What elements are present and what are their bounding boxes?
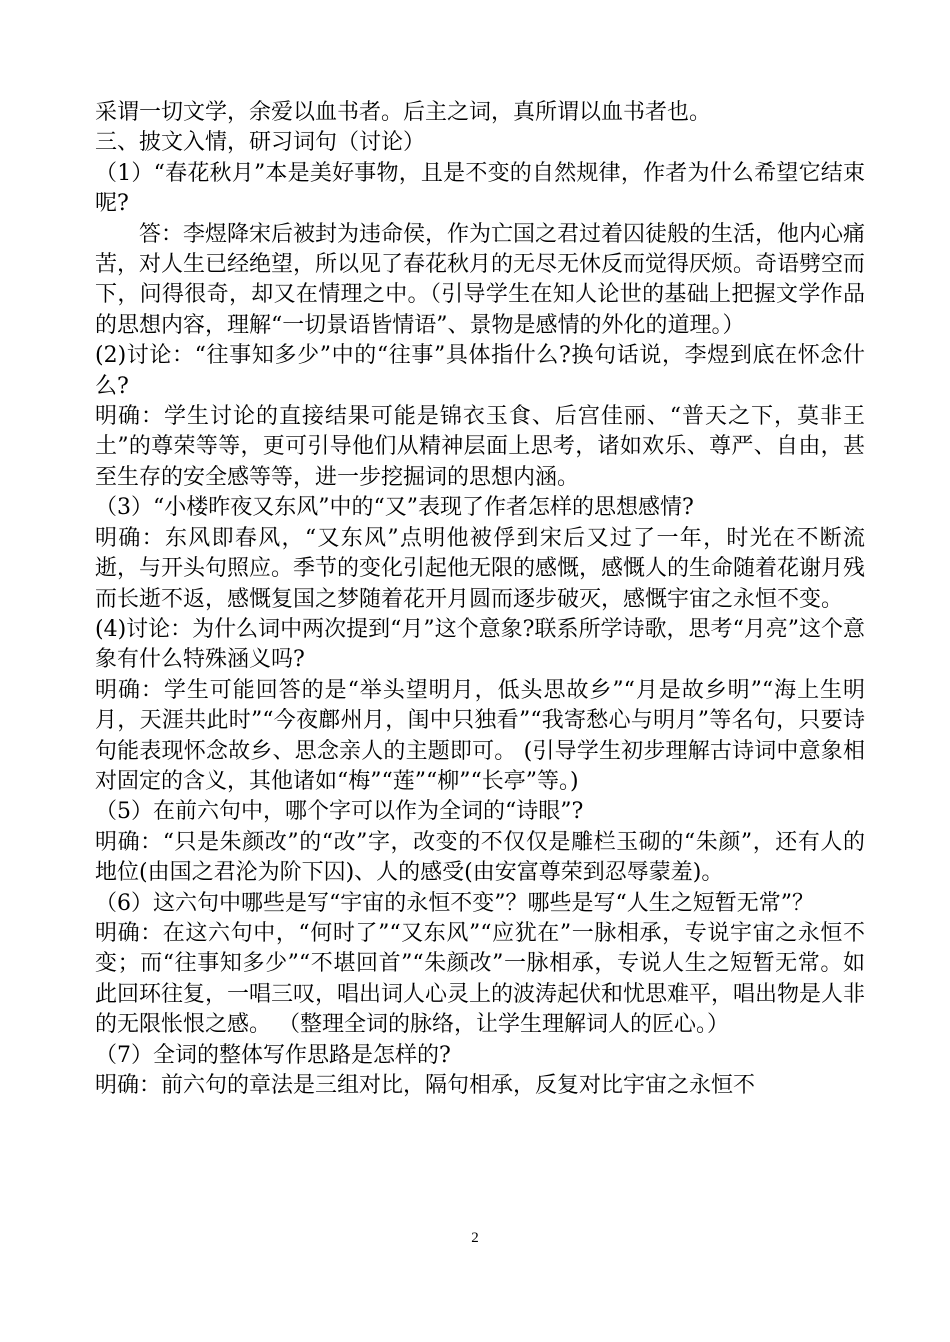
question-3: （3）“小楼昨夜又东风”中的“又”表现了作者怎样的思想感情? xyxy=(95,495,694,521)
question-1: （1）“春花秋月”本是美好事物，且是不变的自然规律，作者为什么希望它结束呢? xyxy=(95,160,865,217)
answer-6: 明确：在这六句中，“何时了”“又东风”“应犹在”一脉相承，专说宇宙之永恒不变；而“往事知多少”“不堪回首”“朱颜改”一脉相承，专说人生之短暂无常。如此回环往复，一唱三叹，唱出词人心灵上的波涛起伏和忧思难平，唱出物是人非的无限怅恨之感。 （整理全词的脉络，让学生理解词人的匠心。） xyxy=(95,920,866,1038)
paragraph-1: 采谓一切文学，余爱以血书者。后主之词，真所谓以血书者也。 xyxy=(95,100,712,125)
question-2: (2)讨论：“往事知多少”中的“往事”具体指什么?换句话说，李煜到底在怀念什么? xyxy=(95,343,865,399)
question-6: （6）这六句中哪些是写“宇宙的永恒不变”？哪些是写“人生之短暂无常”？ xyxy=(95,890,814,916)
answer-7: 明确：前六句的章法是三组对比，隔句相承，反复对比宇宙之永恒不 xyxy=(95,1073,756,1098)
answer-2: 明确：学生讨论的直接结果可能是锦衣玉食、后宫佳丽、“普天之下，莫非王土”的尊荣等等，更可引导他们从精神层面上思考，诸如欢乐、尊严、自由，甚至生存的安全感等等，进一步挖掘词的思想内涵。 xyxy=(95,404,865,490)
answer-4: 明确：学生可能回答的是“举头望明月，低头思故乡”“月是故乡明”“海上生明月，天涯共此时”“今夜鄜州月，闺中只独看”“我寄愁心与明月”等名句，只要诗句能表现怀念故乡、思念亲人的主题即可。 (引导学生初步理解古诗词中意象相对固定的含义，其他诸如“梅”“莲”“柳”“长亭”等。) xyxy=(95,677,865,794)
page-number: 2 xyxy=(471,1230,479,1246)
answer-1: 答：李煜降宋后被封为违命侯，作为亡国之君过着囚徒般的生活，他内心痛苦，对人生已经绝望，所以见了春花秋月的无尽无休反而觉得厌烦。奇语劈空而下，问得很奇，却又在情理之中。（引导学生在知人论世的基础上把握文学作品的思想内容，理解“一切景语皆情语”、景物是感情的外化的道理。） xyxy=(95,221,866,338)
document-body xyxy=(95,98,865,1101)
question-7: （7）全词的整体写作思路是怎样的? xyxy=(95,1042,451,1068)
question-5: （5）在前六句中，哪个字可以作为全词的“诗眼”? xyxy=(95,799,584,825)
answer-5: 明确：“只是朱颜改”的“改”字，改变的不仅仅是雕栏玉砌的“朱颜”，还有人的地位(由国之君沦为阶下囚)、人的感受(由安富尊荣到忍辱蒙羞)。 xyxy=(95,829,865,886)
question-4: (4)讨论：为什么词中两次提到“月”这个意象?联系所学诗歌，思考“月亮”这个意象有什么特殊涵义吗? xyxy=(95,616,865,673)
answer-3: 明确：东风即春风，“又东风”点明他被俘到宋后又过了一年，时光在不断流逝，与开头句照应。季节的变化引起他无限的感慨，感慨人的生命随着花谢月残而长逝不返，感慨复国之梦随着花开月圆而逐步破灭，感慨宇宙之永恒不变。 xyxy=(95,525,866,612)
section-heading: 三、披文入情，研习词句（讨论） xyxy=(95,130,426,156)
